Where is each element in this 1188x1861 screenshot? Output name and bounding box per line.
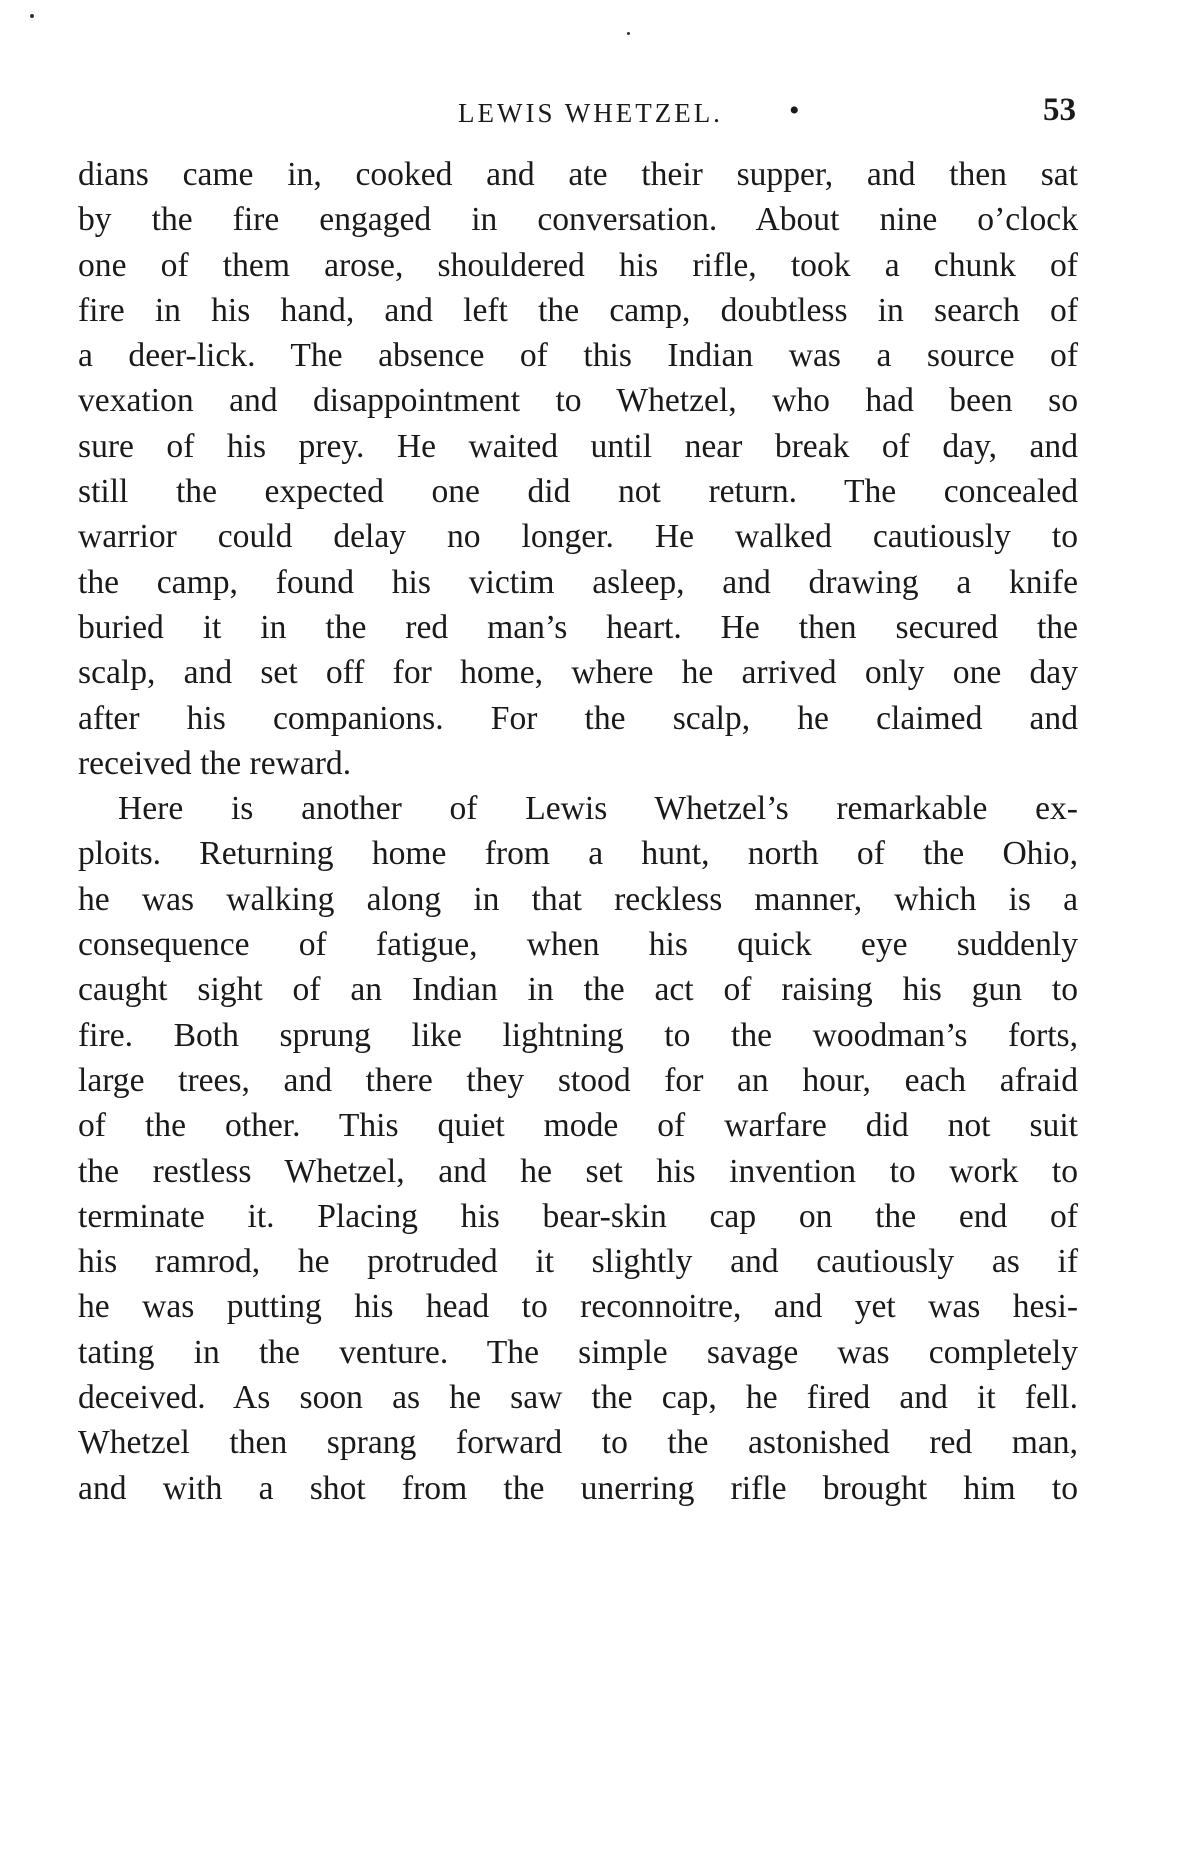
text-line: received the reward.	[78, 744, 352, 782]
text-line: the restless Whetzel, and he set his invention to work to	[78, 1152, 1078, 1190]
text-line: he was putting his head to reconnoitre, and yet was hesi-	[78, 1288, 1078, 1326]
text-line: warrior could delay no longer. He walked cautiously to	[78, 518, 1078, 556]
text-line: fire. Both sprung like lightning to the woodman’s forts,	[78, 1016, 1078, 1054]
body-text	[78, 152, 1078, 1511]
header-bullet: •	[789, 94, 800, 127]
text-line: one of them arose, shouldered his rifle, took a chunk of	[78, 246, 1078, 284]
text-line: fire in his hand, and left the camp, doubtless in search of	[78, 291, 1078, 329]
text-line: buried it in the red man’s heart. He then secured the	[78, 608, 1078, 646]
running-title: LEWIS WHETZEL.	[458, 98, 723, 128]
text-line: ploits. Returning home from a hunt, north of the Ohio,	[78, 835, 1078, 873]
page-number: 53	[1043, 92, 1076, 128]
text-line: and with a shot from the unerring rifle brought him to	[78, 1469, 1078, 1507]
paper-speck	[30, 14, 34, 18]
text-line: dians came in, cooked and ate their supper, and then sat	[78, 156, 1078, 193]
text-line: the camp, found his victim asleep, and drawing a knife	[78, 563, 1078, 601]
text-line: terminate it. Placing his bear-skin cap on the end of	[78, 1197, 1078, 1235]
text-line: sure of his prey. He waited until near break of day, and	[78, 427, 1078, 465]
text-line: his ramrod, he protruded it slightly and cautiously as if	[78, 1243, 1078, 1281]
text-line: consequence of fatigue, when his quick eye suddenly	[78, 926, 1078, 964]
text-line: of the other. This quiet mode of warfare did not suit	[78, 1107, 1078, 1145]
text-line: tating in the venture. The simple savage was completely	[78, 1333, 1078, 1371]
text-line: Whetzel then sprang forward to the astonished red man,	[78, 1424, 1078, 1462]
text-line: a deer-lick. The absence of this Indian was a source of	[78, 337, 1078, 375]
page-header	[78, 92, 1106, 142]
text-line: caught sight of an Indian in the act of raising his gun to	[78, 971, 1078, 1009]
text-line: by the fire engaged in conversation. About nine o’clock	[78, 201, 1078, 239]
text-line: after his companions. For the scalp, he claimed and	[78, 699, 1078, 737]
text-line: scalp, and set off for home, where he arrived only one day	[78, 654, 1078, 692]
text-line: large trees, and there they stood for an hour, each afraid	[78, 1061, 1078, 1099]
text-line: he was walking along in that reckless manner, which is a	[78, 880, 1078, 918]
paper-speck	[627, 32, 630, 35]
text-line: deceived. As soon as he saw the cap, he fired and it fell.	[78, 1379, 1078, 1417]
text-line: still the expected one did not return. The concealed	[78, 473, 1078, 511]
text-line: vexation and disappointment to Whetzel, who had been so	[78, 382, 1078, 420]
text-line: Here is another of Lewis Whetzel’s remarkable ex-	[118, 790, 1078, 828]
